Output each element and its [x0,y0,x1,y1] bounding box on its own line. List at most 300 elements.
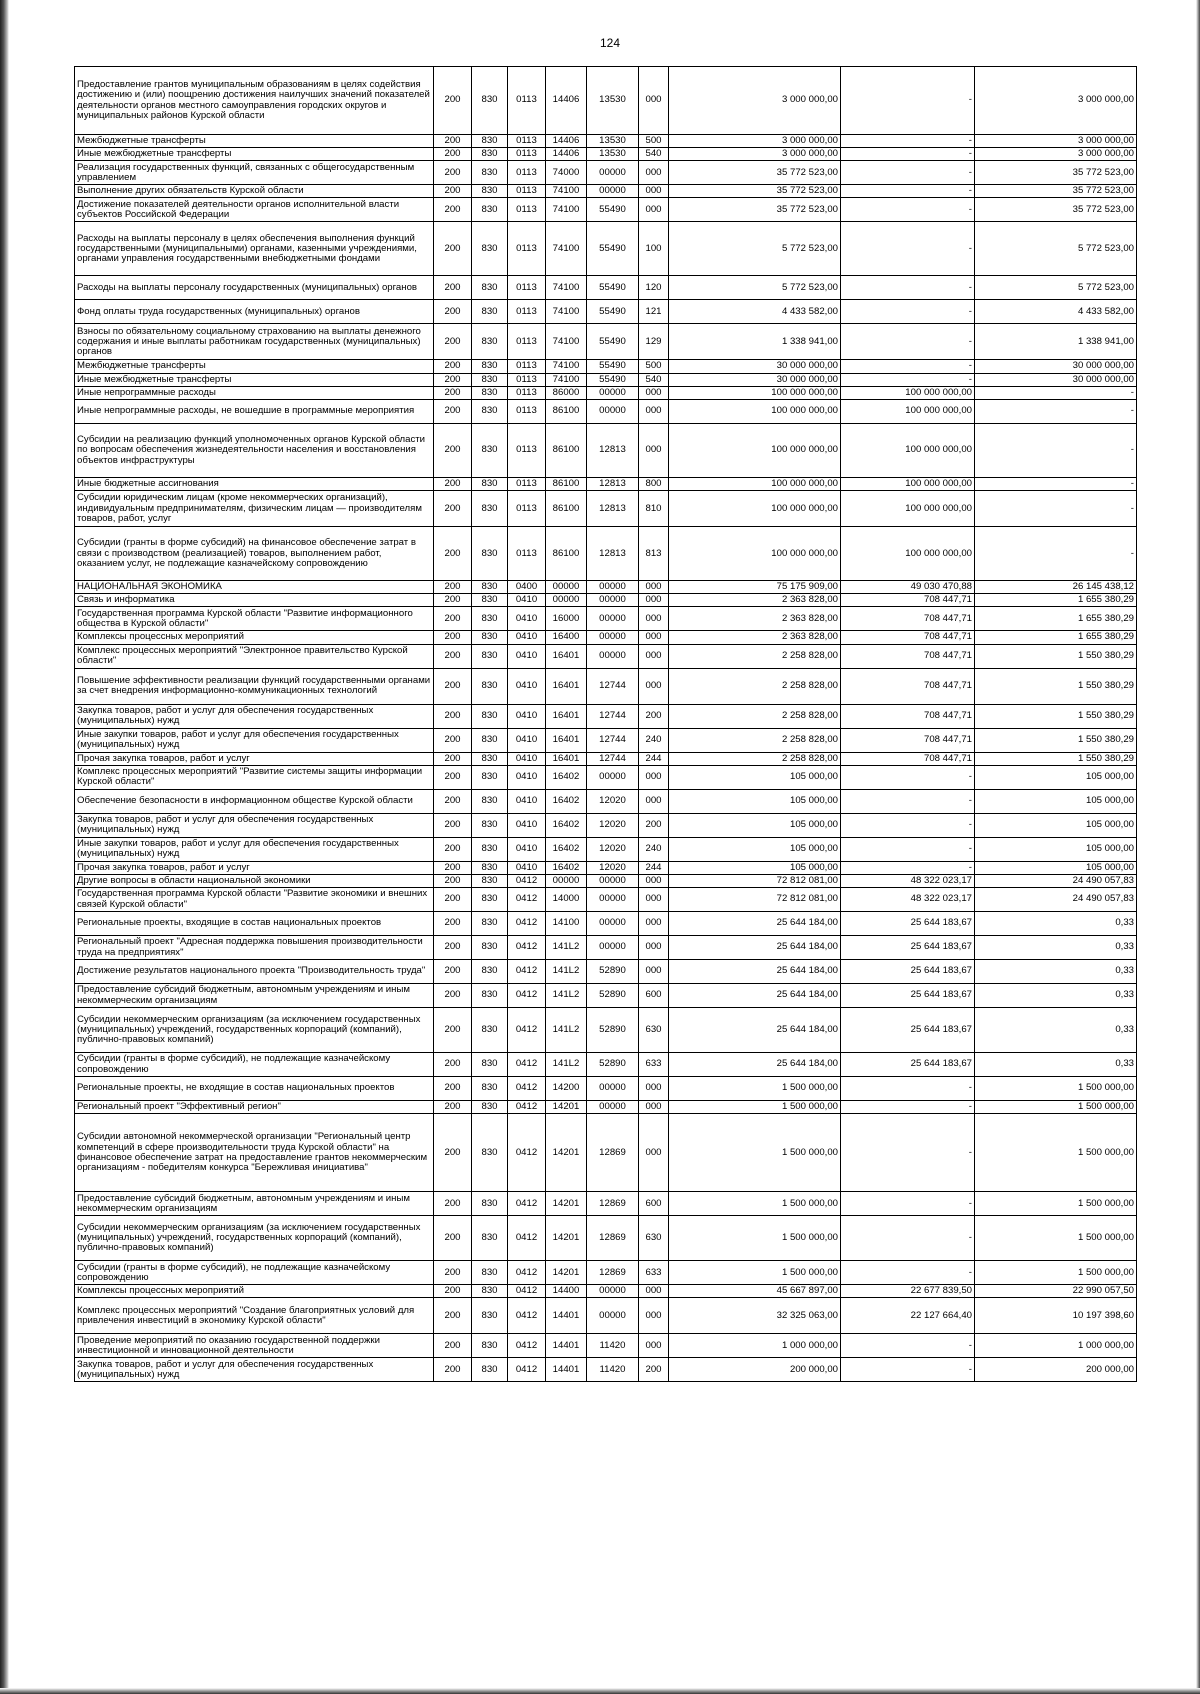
row-name: Повышение эффективности реализации функций государственными органами за счет внедрения информационно-коммуникационных технологий [75,668,434,704]
direction-code: 00000 [587,581,639,594]
expense-type-code: 000 [639,1101,669,1114]
executed-amount: - [841,765,975,789]
direction-code: 55490 [587,324,639,360]
section-code: 830 [472,581,508,594]
direction-code: 12020 [587,813,639,837]
program-code: 14406 [546,148,587,161]
table-row [75,837,1137,861]
plan-amount: 3 000 000,00 [669,135,841,148]
grbs-code: 200 [434,1192,472,1216]
table-row [75,1114,1137,1192]
row-name: Обеспечение безопасности в информационном обществе Курской области [75,789,434,813]
subsection-code: 0113 [508,276,546,300]
program-code: 74100 [546,185,587,198]
expense-type-code: 240 [639,837,669,861]
expense-type-code: 633 [639,1053,669,1077]
expense-type-code: 000 [639,581,669,594]
program-code: 141L2 [546,936,587,960]
row-name: Комплексы процессных мероприятий [75,631,434,644]
plan-amount: 105 000,00 [669,861,841,874]
executed-amount: - [841,360,975,373]
plan-amount: 35 772 523,00 [669,198,841,222]
section-code: 830 [472,1261,508,1285]
direction-code: 00000 [587,765,639,789]
section-code: 830 [472,861,508,874]
plan-amount: 1 500 000,00 [669,1261,841,1285]
direction-code: 55490 [587,373,639,386]
remainder-amount: 35 772 523,00 [975,198,1137,222]
executed-amount: 708 447,71 [841,594,975,607]
remainder-amount: 0,33 [975,936,1137,960]
scan-bottom-edge [0,1688,1200,1694]
subsection-code: 0113 [508,373,546,386]
expense-type-code: 000 [639,607,669,631]
plan-amount: 25 644 184,00 [669,1008,841,1053]
remainder-amount: 35 772 523,00 [975,185,1137,198]
executed-amount: - [841,813,975,837]
table-row [75,491,1137,527]
direction-code: 52890 [587,984,639,1008]
executed-amount: - [841,161,975,185]
row-name: Прочая закупка товаров, работ и услуг [75,861,434,874]
executed-amount: - [841,373,975,386]
executed-amount: 100 000 000,00 [841,399,975,423]
program-code: 14201 [546,1192,587,1216]
plan-amount: 35 772 523,00 [669,185,841,198]
section-code: 830 [472,491,508,527]
direction-code: 12744 [587,704,639,728]
direction-code: 55490 [587,300,639,324]
table-row [75,581,1137,594]
remainder-amount: 105 000,00 [975,837,1137,861]
executed-amount: 100 000 000,00 [841,477,975,490]
direction-code: 55490 [587,222,639,276]
subsection-code: 0412 [508,1077,546,1101]
remainder-amount: 1 550 380,29 [975,668,1137,704]
remainder-amount: 0,33 [975,1053,1137,1077]
remainder-amount: 1 500 000,00 [975,1077,1137,1101]
subsection-code: 0412 [508,1101,546,1114]
plan-amount: 100 000 000,00 [669,491,841,527]
subsection-code: 0410 [508,837,546,861]
program-code: 00000 [546,581,587,594]
direction-code: 12813 [587,423,639,477]
executed-amount: - [841,276,975,300]
remainder-amount: - [975,477,1137,490]
expense-type-code: 000 [639,198,669,222]
program-code: 141L2 [546,960,587,984]
program-code: 16402 [546,813,587,837]
grbs-code: 200 [434,607,472,631]
table-row [75,936,1137,960]
row-name: Субсидии некоммерческим организациям (за исключением государственных (муниципальных) учреждений, государственных корпораций (компаний), публично-правовых компаний) [75,1216,434,1261]
table-row [75,607,1137,631]
section-code: 830 [472,984,508,1008]
section-code: 830 [472,373,508,386]
executed-amount: - [841,1334,975,1358]
executed-amount: - [841,1077,975,1101]
grbs-code: 200 [434,67,472,135]
grbs-code: 200 [434,765,472,789]
row-name: Иные бюджетные ассигнования [75,477,434,490]
subsection-code: 0113 [508,399,546,423]
subsection-code: 0410 [508,704,546,728]
section-code: 830 [472,1358,508,1382]
plan-amount: 30 000 000,00 [669,373,841,386]
table-row [75,1101,1137,1114]
plan-amount: 72 812 081,00 [669,888,841,912]
expense-type-code: 000 [639,888,669,912]
row-name: Предоставление субсидий бюджетным, автономным учреждениям и иным некоммерческим организациям [75,984,434,1008]
subsection-code: 0412 [508,874,546,887]
grbs-code: 200 [434,386,472,399]
program-code: 141L2 [546,1008,587,1053]
plan-amount: 25 644 184,00 [669,984,841,1008]
section-code: 830 [472,222,508,276]
executed-amount: 48 322 023,17 [841,874,975,887]
direction-code: 13530 [587,67,639,135]
plan-amount: 5 772 523,00 [669,222,841,276]
section-code: 830 [472,813,508,837]
remainder-amount: 1 500 000,00 [975,1192,1137,1216]
subsection-code: 0113 [508,300,546,324]
expense-type-code: 000 [639,631,669,644]
section-code: 830 [472,1334,508,1358]
grbs-code: 200 [434,631,472,644]
executed-amount: 100 000 000,00 [841,527,975,581]
subsection-code: 0410 [508,861,546,874]
remainder-amount: 5 772 523,00 [975,222,1137,276]
executed-amount: - [841,1216,975,1261]
subsection-code: 0113 [508,67,546,135]
direction-code: 00000 [587,936,639,960]
direction-code: 12020 [587,861,639,874]
section-code: 830 [472,161,508,185]
plan-amount: 1 500 000,00 [669,1101,841,1114]
grbs-code: 200 [434,1298,472,1334]
row-name: Региональные проекты, не входящие в состав национальных проектов [75,1077,434,1101]
row-name: Государственная программа Курской области "Развитие экономики и внешних связей Курской области" [75,888,434,912]
executed-amount: 25 644 183,67 [841,1008,975,1053]
subsection-code: 0410 [508,728,546,752]
section-code: 830 [472,1298,508,1334]
executed-amount: - [841,789,975,813]
grbs-code: 200 [434,960,472,984]
section-code: 830 [472,67,508,135]
executed-amount: - [841,222,975,276]
grbs-code: 200 [434,594,472,607]
grbs-code: 200 [434,491,472,527]
direction-code: 52890 [587,960,639,984]
direction-code: 00000 [587,888,639,912]
table-row [75,477,1137,490]
table-row [75,984,1137,1008]
remainder-amount: 24 490 057,83 [975,874,1137,887]
subsection-code: 0113 [508,477,546,490]
remainder-amount: 3 000 000,00 [975,135,1137,148]
expense-type-code: 600 [639,984,669,1008]
section-code: 830 [472,477,508,490]
program-code: 86100 [546,491,587,527]
plan-amount: 1 338 941,00 [669,324,841,360]
row-name: Иные межбюджетные трансферты [75,373,434,386]
program-code: 14401 [546,1298,587,1334]
table-row [75,161,1137,185]
plan-amount: 100 000 000,00 [669,477,841,490]
subsection-code: 0412 [508,960,546,984]
table-row [75,135,1137,148]
remainder-amount: 1 500 000,00 [975,1261,1137,1285]
grbs-code: 200 [434,1358,472,1382]
direction-code: 00000 [587,185,639,198]
executed-amount: - [841,861,975,874]
program-code: 14201 [546,1261,587,1285]
plan-amount: 25 644 184,00 [669,936,841,960]
row-name: Государственная программа Курской области "Развитие информационного общества в Курской области" [75,607,434,631]
expense-type-code: 121 [639,300,669,324]
table-row [75,148,1137,161]
direction-code: 52890 [587,1008,639,1053]
table-row [75,874,1137,887]
subsection-code: 0113 [508,527,546,581]
subsection-code: 0412 [508,1216,546,1261]
grbs-code: 200 [434,861,472,874]
budget-table-body [75,67,1137,1382]
subsection-code: 0113 [508,198,546,222]
table-row [75,1358,1137,1382]
remainder-amount: 200 000,00 [975,1358,1137,1382]
grbs-code: 200 [434,581,472,594]
subsection-code: 0412 [508,1053,546,1077]
remainder-amount: 1 655 380,29 [975,607,1137,631]
grbs-code: 200 [434,185,472,198]
direction-code: 12744 [587,728,639,752]
table-row [75,861,1137,874]
executed-amount: 25 644 183,67 [841,960,975,984]
section-code: 830 [472,607,508,631]
direction-code: 00000 [587,912,639,936]
program-code: 141L2 [546,984,587,1008]
plan-amount: 1 500 000,00 [669,1077,841,1101]
subsection-code: 0113 [508,491,546,527]
subsection-code: 0412 [508,1114,546,1192]
expense-type-code: 200 [639,704,669,728]
table-row [75,752,1137,765]
row-name: Межбюджетные трансферты [75,135,434,148]
plan-amount: 2 258 828,00 [669,668,841,704]
row-name: Расходы на выплаты персоналу государственных (муниципальных) органов [75,276,434,300]
program-code: 74000 [546,161,587,185]
program-code: 14201 [546,1114,587,1192]
subsection-code: 0412 [508,1298,546,1334]
plan-amount: 4 433 582,00 [669,300,841,324]
grbs-code: 200 [434,222,472,276]
remainder-amount: 3 000 000,00 [975,67,1137,135]
row-name: Достижение результатов национального проекта "Производительность труда" [75,960,434,984]
executed-amount: 100 000 000,00 [841,386,975,399]
direction-code: 00000 [587,1285,639,1298]
remainder-amount: 1 500 000,00 [975,1114,1137,1192]
executed-amount: 49 030 470,88 [841,581,975,594]
section-code: 830 [472,1114,508,1192]
table-row [75,888,1137,912]
grbs-code: 200 [434,1261,472,1285]
direction-code: 12813 [587,491,639,527]
section-code: 830 [472,1192,508,1216]
plan-amount: 2 258 828,00 [669,728,841,752]
expense-type-code: 500 [639,360,669,373]
table-row [75,1298,1137,1334]
table-row [75,67,1137,135]
table-row [75,185,1137,198]
direction-code: 13530 [587,135,639,148]
direction-code: 11420 [587,1358,639,1382]
remainder-amount: 10 197 398,60 [975,1298,1137,1334]
subsection-code: 0412 [508,1008,546,1053]
executed-amount: 25 644 183,67 [841,912,975,936]
program-code: 74100 [546,198,587,222]
executed-amount: - [841,1261,975,1285]
remainder-amount: - [975,399,1137,423]
section-code: 830 [472,644,508,668]
direction-code: 52890 [587,1053,639,1077]
grbs-code: 200 [434,984,472,1008]
plan-amount: 35 772 523,00 [669,161,841,185]
row-name: Комплекс процессных мероприятий "Развитие системы защиты информации Курской области" [75,765,434,789]
plan-amount: 1 500 000,00 [669,1114,841,1192]
grbs-code: 200 [434,644,472,668]
executed-amount: 708 447,71 [841,752,975,765]
table-row [75,276,1137,300]
subsection-code: 0400 [508,581,546,594]
grbs-code: 200 [434,161,472,185]
table-row [75,813,1137,837]
remainder-amount: 1 550 380,29 [975,728,1137,752]
program-code: 74100 [546,276,587,300]
direction-code: 00000 [587,874,639,887]
expense-type-code: 633 [639,1261,669,1285]
program-code: 86100 [546,423,587,477]
subsection-code: 0113 [508,423,546,477]
program-code: 74100 [546,373,587,386]
section-code: 830 [472,1053,508,1077]
section-code: 830 [472,148,508,161]
table-row [75,373,1137,386]
program-code: 86000 [546,386,587,399]
executed-amount: 708 447,71 [841,704,975,728]
row-name: Региональный проект "Адресная поддержка повышения производительности труда на предприятиях" [75,936,434,960]
grbs-code: 200 [434,936,472,960]
grbs-code: 200 [434,728,472,752]
plan-amount: 75 175 909,00 [669,581,841,594]
plan-amount: 3 000 000,00 [669,67,841,135]
grbs-code: 200 [434,813,472,837]
expense-type-code: 500 [639,135,669,148]
section-code: 830 [472,837,508,861]
remainder-amount: 105 000,00 [975,765,1137,789]
remainder-amount: 4 433 582,00 [975,300,1137,324]
remainder-amount: 1 550 380,29 [975,752,1137,765]
program-code: 14201 [546,1101,587,1114]
row-name: Выполнение других обязательств Курской области [75,185,434,198]
subsection-code: 0113 [508,161,546,185]
executed-amount: 100 000 000,00 [841,423,975,477]
section-code: 830 [472,912,508,936]
grbs-code: 200 [434,300,472,324]
plan-amount: 25 644 184,00 [669,912,841,936]
grbs-code: 200 [434,1216,472,1261]
direction-code: 12813 [587,527,639,581]
expense-type-code: 240 [639,728,669,752]
executed-amount: - [841,1114,975,1192]
direction-code: 00000 [587,644,639,668]
executed-amount: 708 447,71 [841,728,975,752]
subsection-code: 0410 [508,668,546,704]
direction-code: 00000 [587,607,639,631]
remainder-amount: 0,33 [975,984,1137,1008]
direction-code: 12744 [587,668,639,704]
grbs-code: 200 [434,668,472,704]
direction-code: 00000 [587,631,639,644]
expense-type-code: 200 [639,1358,669,1382]
executed-amount: - [841,67,975,135]
subsection-code: 0410 [508,752,546,765]
remainder-amount: - [975,491,1137,527]
executed-amount: - [841,148,975,161]
expense-type-code: 000 [639,936,669,960]
table-row [75,1077,1137,1101]
section-code: 830 [472,960,508,984]
grbs-code: 200 [434,837,472,861]
section-code: 830 [472,631,508,644]
executed-amount: - [841,135,975,148]
row-name: Субсидии некоммерческим организациям (за исключением государственных (муниципальных) учреждений, государственных корпораций (компаний), публично-правовых компаний) [75,1008,434,1053]
program-code: 14406 [546,67,587,135]
program-code: 14400 [546,1285,587,1298]
expense-type-code: 000 [639,423,669,477]
table-row [75,527,1137,581]
section-code: 830 [472,728,508,752]
subsection-code: 0412 [508,888,546,912]
program-code: 16401 [546,728,587,752]
grbs-code: 200 [434,1101,472,1114]
section-code: 830 [472,276,508,300]
direction-code: 00000 [587,386,639,399]
plan-amount: 2 363 828,00 [669,594,841,607]
direction-code: 12020 [587,837,639,861]
executed-amount: - [841,185,975,198]
section-code: 830 [472,936,508,960]
row-name: Прочая закупка товаров, работ и услуг [75,752,434,765]
table-row [75,789,1137,813]
grbs-code: 200 [434,1077,472,1101]
executed-amount: 708 447,71 [841,607,975,631]
section-code: 830 [472,198,508,222]
program-code: 74100 [546,222,587,276]
executed-amount: 100 000 000,00 [841,491,975,527]
expense-type-code: 630 [639,1216,669,1261]
section-code: 830 [472,360,508,373]
table-row [75,300,1137,324]
executed-amount: - [841,324,975,360]
direction-code: 00000 [587,1077,639,1101]
row-name: Иные непрограммные расходы [75,386,434,399]
subsection-code: 0412 [508,936,546,960]
remainder-amount: 1 655 380,29 [975,631,1137,644]
remainder-amount: 30 000 000,00 [975,373,1137,386]
remainder-amount: 105 000,00 [975,789,1137,813]
remainder-amount: 105 000,00 [975,813,1137,837]
